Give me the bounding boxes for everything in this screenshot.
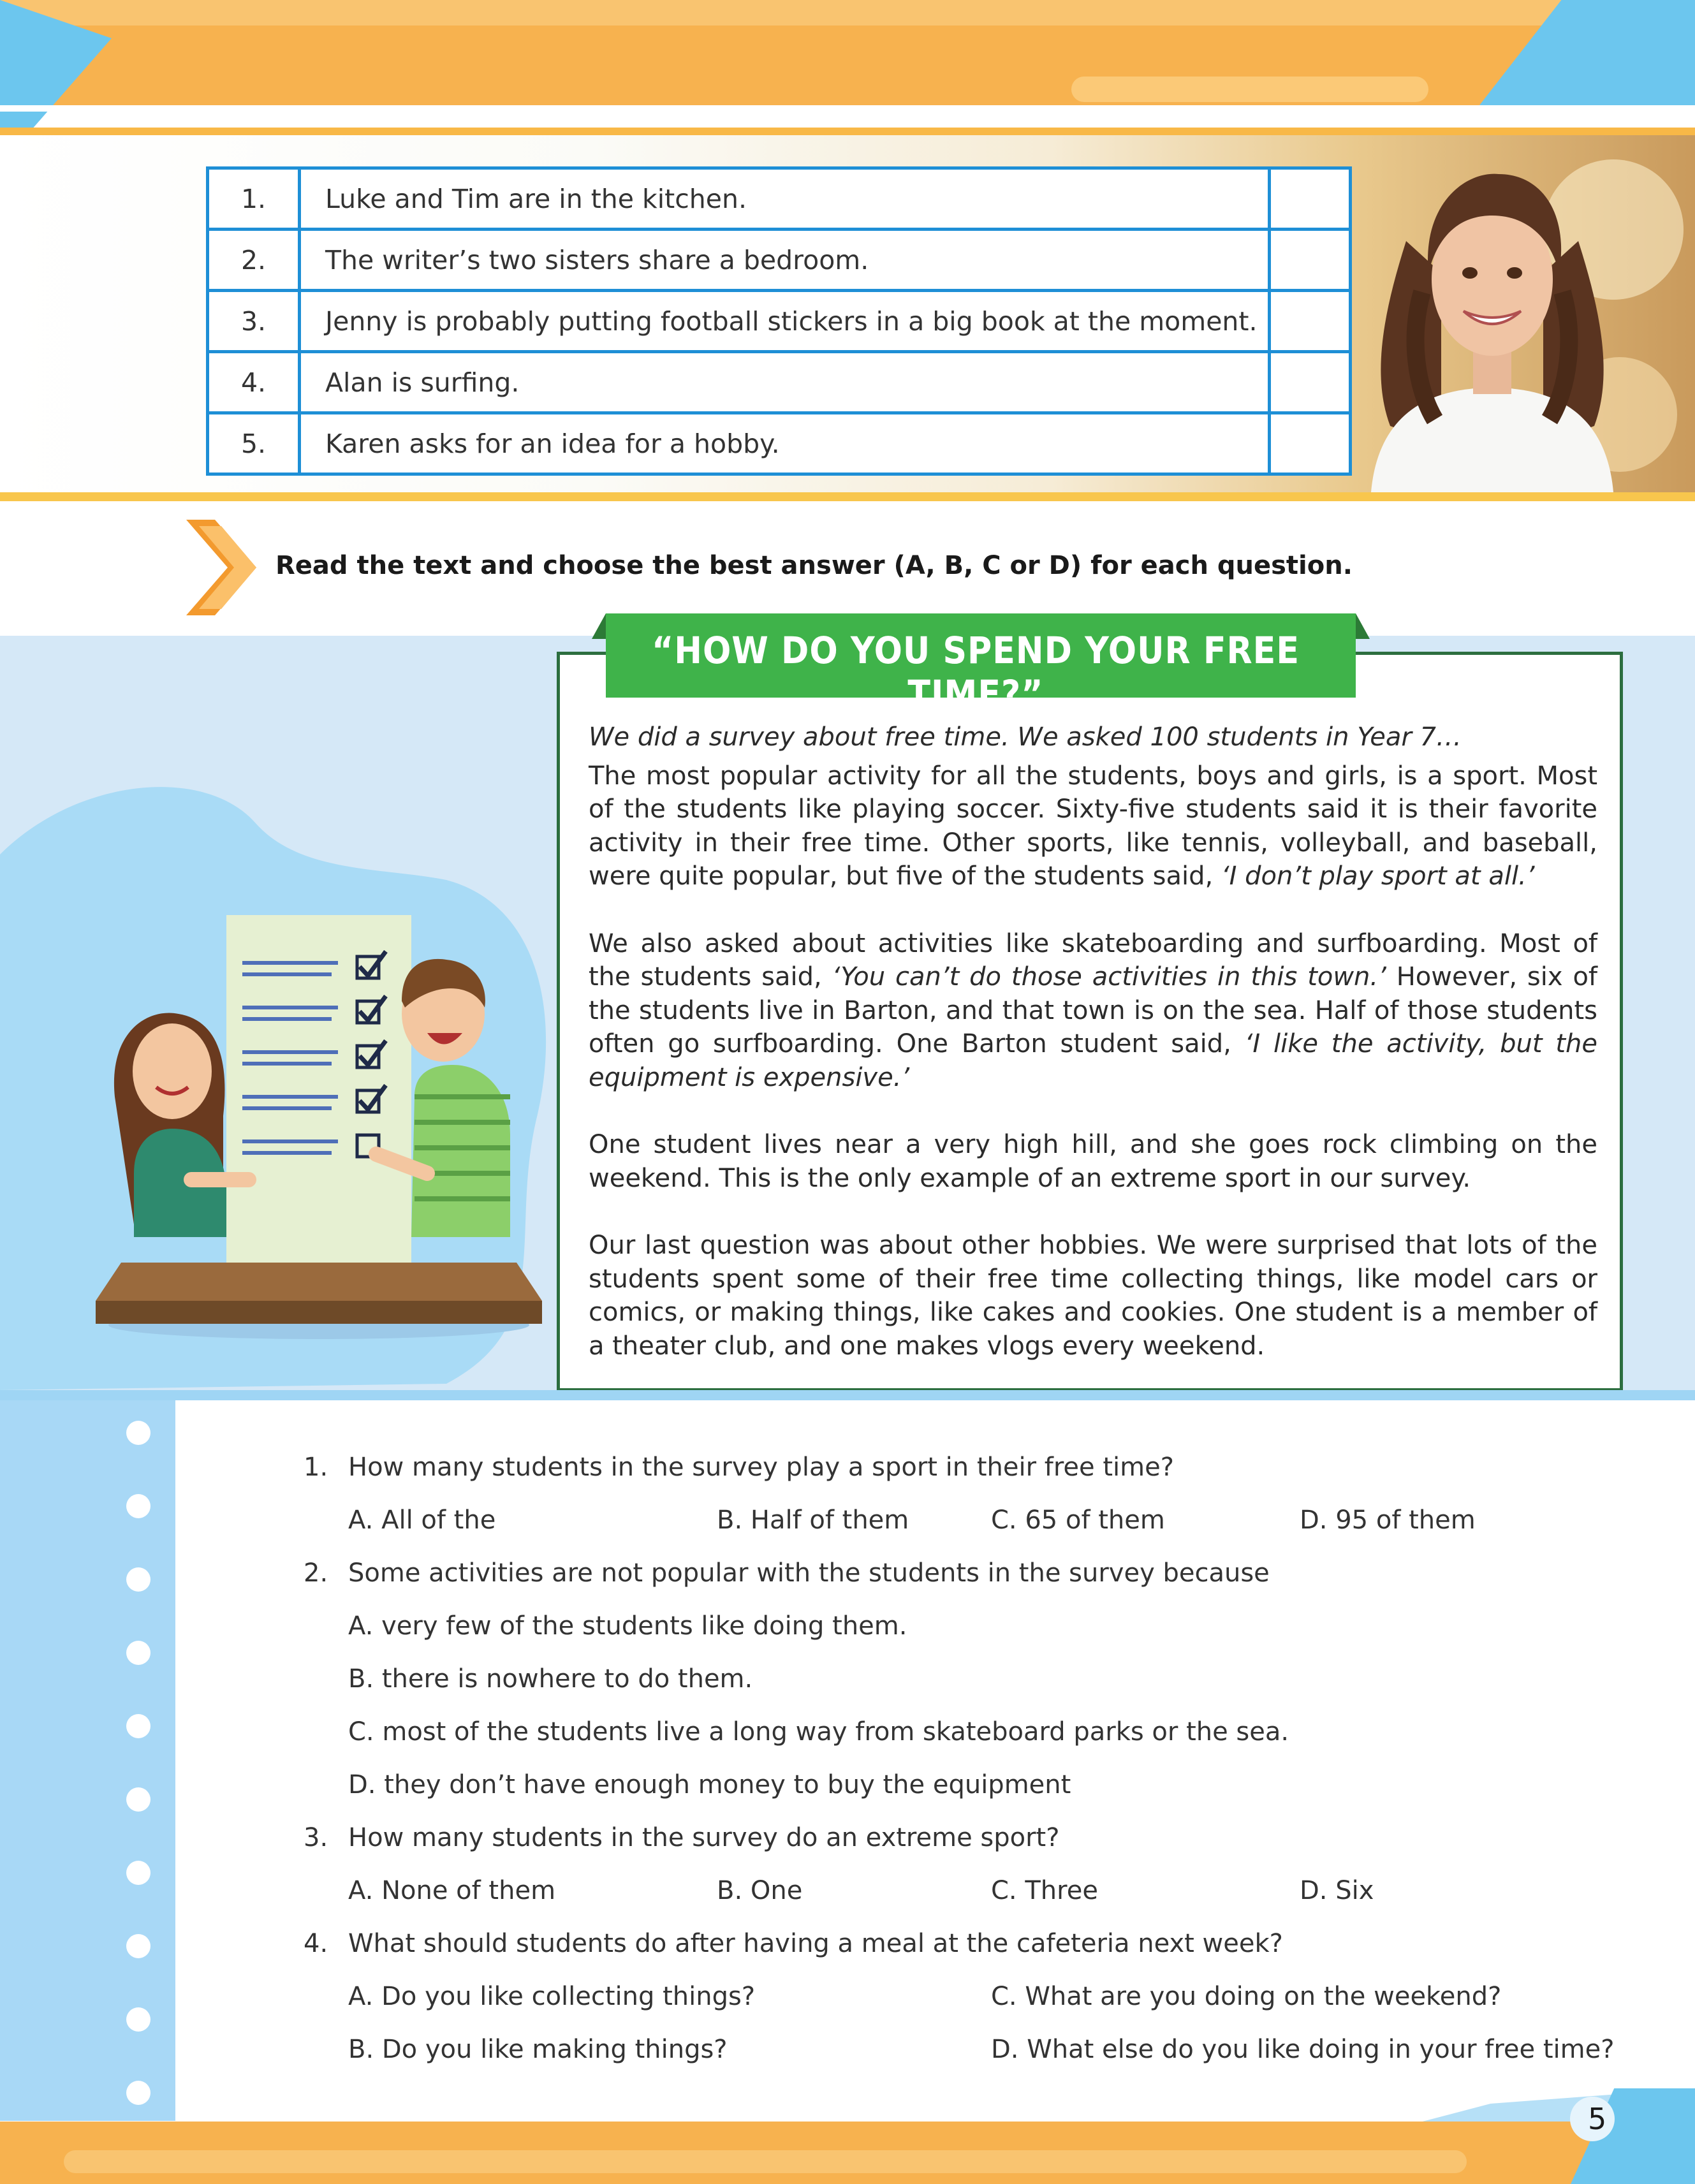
table-row [208,413,1351,474]
top-banner-pill [1071,77,1428,102]
orange-divider [0,128,1695,135]
question [304,1929,1643,1982]
row-number: 4. [208,352,300,413]
question-number: 4. [304,1929,328,1958]
article-body [589,721,1597,1396]
answer-options [304,1506,1643,1558]
question-text: How many students in the survey do an extreme sport? [348,1823,1060,1852]
paragraph-text: The most popular activity for all the students, boys and girls, is a sport. Most of the students like playing soccer. Sixty-five students said it is their favorite activity in their free time. Other sports, like tennis, volleyball, and baseball, were quite popular, but five of the students said, [589,761,1597,891]
notebook-hole [126,1421,150,1445]
article-paragraph: Our last question was about other hobbies. We were surprised that lots of the students spent some of their free time collecting things, like model cars or comics, or making things, like cakes and cookies. One student is a member of a theater club, and one makes vlogs every weekend. [589,1231,1597,1361]
notebook-strip [0,1400,175,2121]
option-c[interactable]: C. What are you doing on the weekend? [991,1982,1502,2011]
section-divider [0,1390,1695,1400]
question [304,1453,1643,1506]
exercise-instruction: Read the text and choose the best answer (A, B, C or D) for each question. [275,551,1353,580]
top-divider [0,105,1695,112]
question-number: 1. [304,1453,328,1482]
table-row [208,168,1351,230]
notebook-hole [126,1934,150,1958]
notebook-hole [126,1494,150,1518]
top-banner-stripe [0,0,1695,26]
option-c[interactable]: C. most of the students live a long way from skateboard parks or the sea. [348,1717,1289,1747]
option-a[interactable]: A. Do you like collecting things? [348,1982,756,2011]
notebook-hole [126,1641,150,1665]
paragraph-text: However, six of the students live in Barton, and that town is on the sea. Half of those students often go surfboarding. One Barton student said, [589,962,1597,1059]
question-number: 2. [304,1558,328,1588]
option-c[interactable]: C. Three [991,1876,1098,1905]
answer-options [304,1876,1643,1929]
article-paragraph [589,759,1597,893]
answer-box[interactable] [1270,291,1351,352]
row-statement: Karen asks for an idea for a hobby. [300,413,1270,474]
row-statement: Jenny is probably putting football stickers in a big book at the moment. [300,291,1270,352]
page-number: 5 [1588,2102,1607,2136]
yellow-divider [0,492,1695,501]
answer-options [304,1611,1643,1664]
notebook-hole [126,1714,150,1738]
answer-box[interactable] [1270,352,1351,413]
option-d[interactable]: D. 95 of them [1300,1506,1476,1535]
smiling-girl-image [1346,145,1639,492]
option-a[interactable]: A. All of the [348,1506,496,1535]
true-false-table [206,166,1352,476]
answer-box[interactable] [1270,230,1351,291]
question-text: What should students do after having a meal at the cafeteria next week? [348,1929,1283,1958]
article-paragraph [589,927,1597,1095]
answer-options [304,1664,1643,1717]
notebook-hole [126,1567,150,1592]
row-statement: The writer’s two sisters share a bedroom. [300,230,1270,291]
exercise-number: 03 [193,559,216,578]
notebook-hole [126,1787,150,1812]
article-title: “HOW DO YOU SPEND YOUR FREE TIME?” [651,629,1300,715]
question [304,1823,1643,1876]
quote-text: ‘I like the activity, but the equipment is expensive.’ [589,1029,1597,1092]
question [304,1558,1643,1611]
row-number: 3. [208,291,300,352]
answer-box[interactable] [1270,413,1351,474]
table-row [208,352,1351,413]
question-number: 3. [304,1823,328,1852]
article-paragraph: One student lives near a very high hill, and she goes rock climbing on the weekend. This is the only example of an extreme sport in our survey. [589,1130,1597,1193]
question-list [304,1453,1643,2088]
answer-options [304,1717,1643,1770]
quote-text: ‘You can’t do those activities in this town.’ [832,962,1386,992]
option-b[interactable]: B. One [717,1876,803,1905]
bottom-banner [0,2122,1695,2184]
question-text: Some activities are not popular with the students in the survey because [348,1558,1270,1588]
exercise-badge-arrow-icon [186,520,256,615]
question-text: How many students in the survey play a sport in their free time? [348,1453,1174,1482]
option-a[interactable]: A. very few of the students like doing them. [348,1611,907,1641]
option-c[interactable]: C. 65 of them [991,1506,1165,1535]
top-banner [0,0,1695,105]
row-statement: Luke and Tim are in the kitchen. [300,168,1270,230]
bottom-banner-pill [64,2150,1467,2173]
row-number: 5. [208,413,300,474]
row-number: 1. [208,168,300,230]
quote-text: ‘I don’t play sport at all.’ [1221,861,1535,891]
answer-options [304,2035,1643,2088]
answer-options [304,1770,1643,1823]
paragraph-text: We also asked about activities like skateboarding and surfboarding. Most of the students said, [589,928,1597,992]
option-d[interactable]: D. What else do you like doing in your free time? [991,2035,1615,2064]
option-d[interactable]: D. Six [1300,1876,1374,1905]
option-b[interactable]: B. Do you like making things? [348,2035,728,2064]
notebook-hole [126,2007,150,2032]
table-row [208,291,1351,352]
notebook-hole [126,2081,150,2105]
option-b[interactable]: B. Half of them [717,1506,909,1535]
answer-box[interactable] [1270,168,1351,230]
row-statement: Alan is surfing. [300,352,1270,413]
option-d[interactable]: D. they don’t have enough money to buy the equipment [348,1770,1071,1799]
article-intro: We did a survey about free time. We asked 100 students in Year 7… [589,722,1462,752]
option-b[interactable]: B. there is nowhere to do them. [348,1664,753,1694]
option-a[interactable]: A. None of them [348,1876,556,1905]
survey-checklist-illustration [96,905,542,1339]
notebook-hole [126,1861,150,1885]
answer-options [304,1982,1643,2035]
table-row [208,230,1351,291]
row-number: 2. [208,230,300,291]
